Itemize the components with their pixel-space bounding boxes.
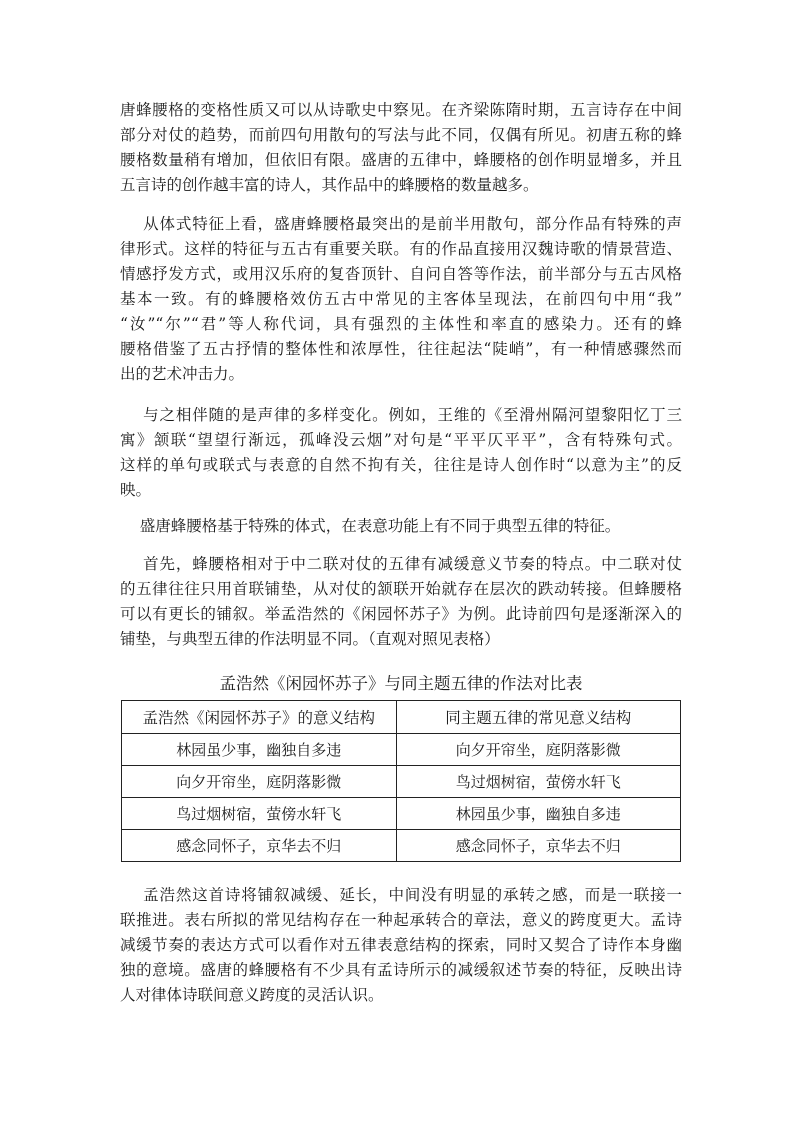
text-line: 腰格数量稍有增加，但依旧有限。盛唐的五律中，蜂腰格的创作明显增多，并且 [120, 151, 682, 169]
table-row [122, 798, 681, 830]
text-line: 独的意境。盛唐的蜂腰格有不少具有孟诗所示的减缓叙述节奏的特征，反映出诗 [120, 961, 682, 979]
paragraph-4 [120, 514, 682, 539]
text-line: 情感抒发方式，或用汉乐府的复沓顶针、自问自答等作法，前半部分与五古风格 [120, 265, 682, 283]
table-row [122, 766, 681, 798]
table-row [122, 830, 681, 862]
table-cell: 感念同怀子，京华去不归 [122, 830, 397, 862]
paragraph-2 [120, 212, 682, 387]
paragraph-5 [120, 552, 682, 652]
comparison-table [121, 700, 681, 862]
text-line: 可以有更长的铺叙。举孟浩然的《闲园怀苏子》为例。此诗前四句是逐渐深入的 [120, 605, 682, 623]
table-header-cell: 同主题五律的常见意义结构 [396, 701, 681, 734]
text-line: 唐蜂腰格的变格性质又可以从诗歌史中察见。在齐梁陈隋时期，五言诗存在中间 [120, 101, 682, 119]
table-cell: 向夕开帘坐，庭阴落影微 [122, 766, 397, 798]
text-line: 与之相伴随的是声律的多样变化。例如，王维的《至滑州隔河望黎阳忆丁三 [120, 406, 682, 424]
text-line: 孟浩然这首诗将铺叙减缓、延长，中间没有明显的承转之感，而是一联接一 [120, 886, 682, 904]
table-cell: 鸟过烟树宿，萤傍水轩飞 [396, 766, 681, 798]
table-cell: 感念同怀子，京华去不归 [396, 830, 681, 862]
text-line: 寓》颔联“望望行渐远，孤峰没云烟”对句是“平平仄平平”，含有特殊句式。 [120, 431, 682, 449]
text-line: 律形式。这样的特征与五古有重要关联。有的作品直接用汉魏诗歌的情景营造、 [120, 240, 682, 258]
text-line: 映。 [120, 481, 152, 499]
text-line: 基本一致。有的蜂腰格效仿五古中常见的主客体呈现法，在前四句中用“我” [120, 290, 682, 308]
text-line: 人对律体诗联间意义跨度的灵活认识。 [120, 986, 384, 1004]
text-line: 部分对仗的趋势，而前四句用散句的写法与此不同，仅偶有所见。初唐五称的蜂 [120, 126, 682, 144]
text-line: 五言诗的创作越丰富的诗人，其作品中的蜂腰格的数量越多。 [120, 176, 539, 194]
table-cell: 林园虽少事，幽独自多违 [396, 798, 681, 830]
text-line: 的五律往往只用首联铺垫，从对仗的颔联开始就存在层次的跌动转接。但蜂腰格 [120, 580, 682, 598]
paragraph-6 [120, 883, 682, 1008]
text-line: “汝”“尔”“君”等人称代词，具有强烈的主体性和率直的感染力。还有的蜂 [120, 315, 682, 333]
table-row [122, 734, 681, 766]
table-cell: 林园虽少事，幽独自多违 [122, 734, 397, 766]
text-line: 首先，蜂腰格相对于中二联对仗的五律有减缓意义节奏的特点。中二联对仗 [120, 555, 682, 573]
text-line: 出的艺术冲击力。 [120, 365, 245, 383]
paragraph-3 [120, 403, 682, 503]
text-line: 减缓节奏的表达方式可以看作对五律表意结构的探索，同时又契合了诗作本身幽 [120, 936, 682, 954]
text-line: 联推进。表右所拟的常见结构存在一种起承转合的章法，意义的跨度更大。孟诗 [120, 911, 682, 929]
text-line: 从体式特征上看，盛唐蜂腰格最突出的是前半用散句，部分作品有特殊的声 [120, 215, 682, 233]
text-line: 盛唐蜂腰格基于特殊的体式，在表意功能上有不同于典型五律的特征。 [120, 517, 621, 535]
table-cell: 鸟过烟树宿，萤傍水轩飞 [122, 798, 397, 830]
text-line: 这样的单句或联式与表意的自然不拘有关，往往是诗人创作时“以意为主”的反 [120, 456, 682, 474]
text-line: 铺垫，与典型五律的作法明显不同。（直观对照见表格） [120, 630, 500, 648]
paragraph-1 [120, 98, 682, 198]
table-caption: 孟浩然《闲园怀苏子》与同主题五律的作法对比表 [219, 674, 583, 693]
table-header-row [122, 701, 681, 734]
table-header-cell: 孟浩然《闲园怀苏子》的意义结构 [122, 701, 397, 734]
text-line: 腰格借鉴了五古抒情的整体性和浓厚性，往往起法“陡峭”，有一种情感骤然而 [120, 340, 682, 358]
table-cell: 向夕开帘坐，庭阴落影微 [396, 734, 681, 766]
